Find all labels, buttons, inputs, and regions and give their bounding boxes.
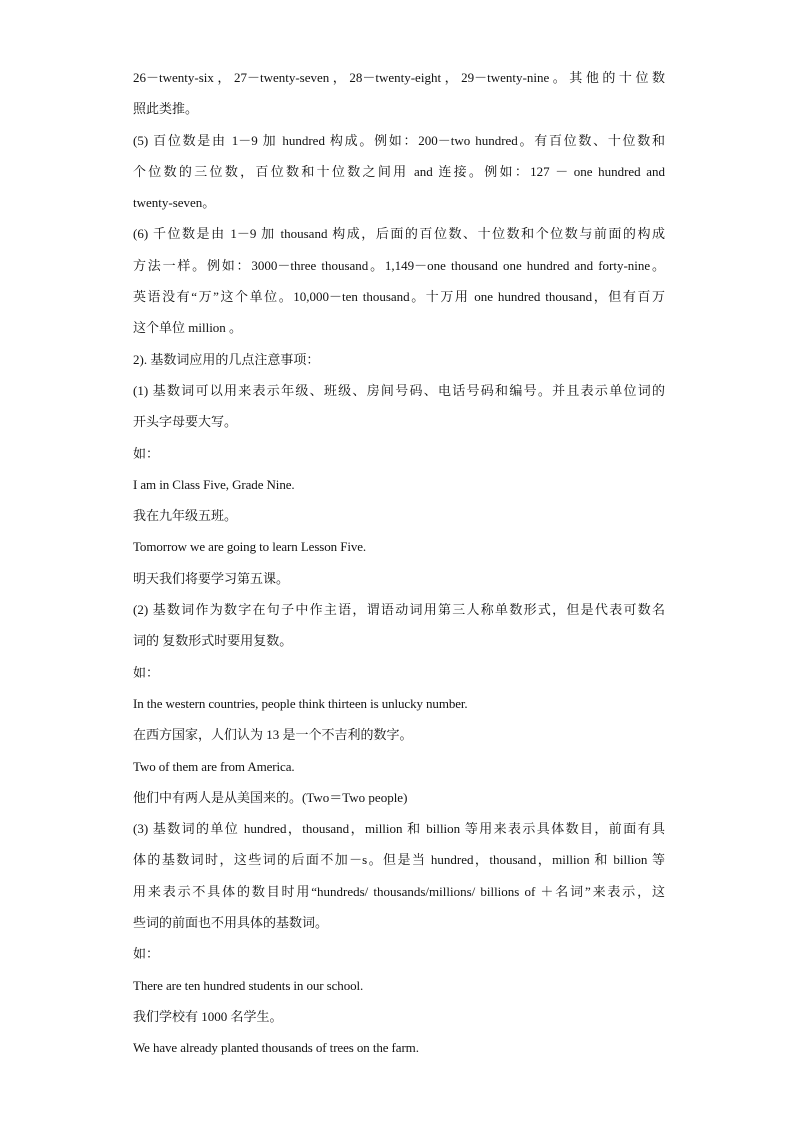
example-sentence: Two of them are from America.	[133, 758, 295, 774]
text-line: 这个单位 million 。	[133, 320, 243, 336]
text-line: 体的基数词时，这些词的后面不加－s。但是当 hundred，thousand，million 和 billion 等	[133, 852, 665, 868]
section-heading: 2). 基数词应用的几点注意事项：	[133, 351, 320, 367]
text-line: (3) 基数词的单位 hundred，thousand，million 和 billion 等用来表示具体数目，前面有具	[133, 821, 665, 837]
text-line: 照此类推。	[133, 101, 199, 117]
example-label: 如：	[133, 445, 160, 461]
text-line: 方法一样。例如：3000－three thousand。1,149－one thousand one hundred and forty-nine。	[133, 257, 665, 273]
text-line: 26－twenty-six，27－twenty-seven，28－twenty-eight，29－twenty-nine。其他的十位数	[133, 70, 665, 85]
example-sentence: There are ten hundred students in our school.	[133, 977, 364, 993]
example-translation: 他们中有两人是从美国来的。(Two＝Two people)	[133, 789, 408, 805]
text-line: 些词的前面也不用具体的基数词。	[133, 915, 329, 931]
example-translation: 我在九年级五班。	[133, 508, 238, 524]
text-line: 英语没有“万”这个单位。10,000－ten thousand。十万用 one hundred thousand，但有百万	[133, 289, 665, 305]
text-line: (5) 百位数是由 1－9 加 hundred 构成。例如：200－two hundred。有百位数、十位数和	[133, 132, 665, 148]
example-label: 如：	[133, 946, 160, 962]
text-line: (2) 基数词作为数字在句子中作主语，谓语动词用第三人称单数形式，但是代表可数名	[133, 602, 665, 618]
document-body	[133, 62, 665, 1064]
example-translation: 明天我们将要学习第五课。	[133, 570, 290, 586]
text-line: 个位数的三位数，百位数和十位数之间用 and 连接。例如：127 － one hundred and	[133, 163, 665, 179]
text-line: (6) 千位数是由 1－9 加 thousand 构成，后面的百位数、十位数和个位数与前面的构成	[133, 226, 665, 242]
example-sentence: Tomorrow we are going to learn Lesson Five.	[133, 539, 367, 555]
text-line: 词的 复数形式时要用复数。	[133, 633, 293, 649]
text-line: 用来表示不具体的数目时用“hundreds/ thousands/millions/ billions of ＋名词”来表示，这	[133, 883, 665, 899]
example-sentence: We have already planted thousands of trees on the farm.	[133, 1040, 419, 1056]
example-sentence: I am in Class Five, Grade Nine.	[133, 476, 295, 492]
text-line: 开头字母要大写。	[133, 414, 238, 430]
example-sentence: In the western countries, people think thirteen is unlucky number.	[133, 695, 468, 711]
text-line: twenty-seven。	[133, 195, 216, 211]
example-translation: 在西方国家，人们认为 13 是一个不吉利的数字。	[133, 727, 413, 743]
text-line: (1) 基数词可以用来表示年级、班级、房间号码、电话号码和编号。并且表示单位词的	[133, 382, 665, 398]
example-label: 如：	[133, 664, 160, 680]
example-translation: 我们学校有 1000 名学生。	[133, 1008, 283, 1024]
